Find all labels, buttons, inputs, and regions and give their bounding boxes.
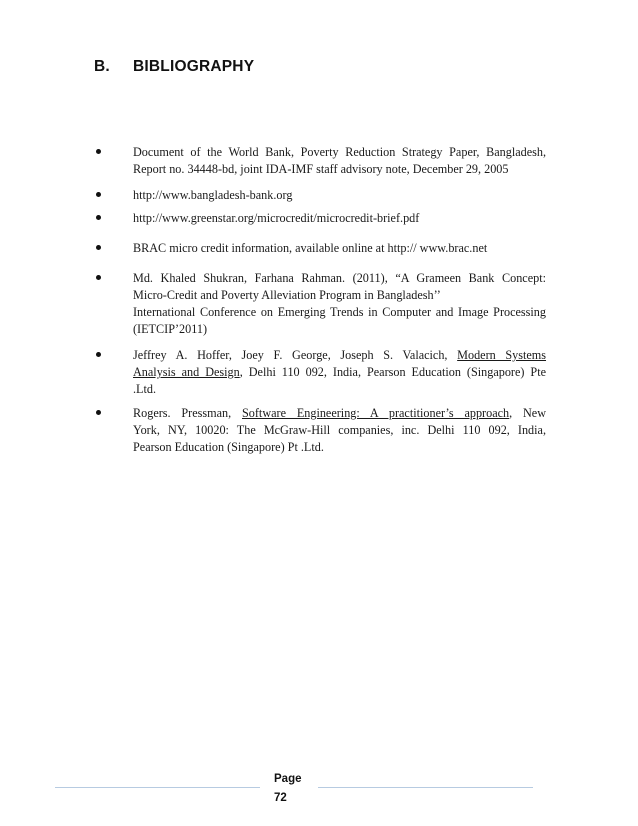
entry-text: BRAC micro credit information, available online at http:// www.brac.net — [133, 241, 488, 255]
bullet-icon — [96, 192, 101, 197]
entry-text: Jeffrey A. Hoffer, Joey F. George, Joseph S. Valacich, Modern Systems Analysis and Design, Delhi 110 092, India, Pearson Education (Singapore) Pte .Ltd. — [133, 348, 547, 396]
entry-text: http://www.bangladesh-bank.org — [133, 188, 293, 202]
entry-text: Rogers. Pressman, Software Engineering: A practitioner’s approach, New York, NY, 10020: The McGraw-Hill companies, inc. Delhi 110 092, India, Pearson Education (Singapore) Pt .Ltd. — [133, 406, 546, 454]
page-label: Page — [274, 773, 302, 785]
bullet-icon — [96, 410, 101, 415]
book-title-link: Analysis and Design — [133, 365, 240, 379]
footer-rule-left — [55, 787, 260, 788]
entry-text: http://www.greenstar.org/microcredit/microcredit-brief.pdf — [133, 211, 420, 225]
entry-text: Md. Khaled Shukran, Farhana Rahman. (2011), “A Grameen Bank Concept: Micro-Credit and Poverty Alleviation Program in Bangladesh’’ International Conference on Emerging Trends in Computer and Image Processing (IETCIP’2011) — [133, 271, 546, 336]
page-number: 72 — [274, 792, 287, 804]
footer-rule-right — [318, 787, 533, 788]
bullet-icon — [96, 245, 101, 250]
book-title-link: Modern Systems — [457, 348, 547, 362]
bullet-icon — [96, 149, 101, 154]
bullet-icon — [96, 275, 101, 280]
entry-text: Document of the World Bank, Poverty Reduction Strategy Paper, Bangladesh, Report no. 34448-bd, joint IDA-IMF staff advisory note, December 29, 2005 — [133, 145, 546, 176]
book-title-link: Software Engineering: A practitioner’s approach — [242, 406, 510, 420]
page-footer — [0, 770, 638, 826]
bullet-icon — [96, 352, 101, 357]
section-number: B. — [94, 58, 110, 75]
bullet-icon — [96, 215, 101, 220]
section-title: BIBLIOGRAPHY — [133, 58, 255, 75]
